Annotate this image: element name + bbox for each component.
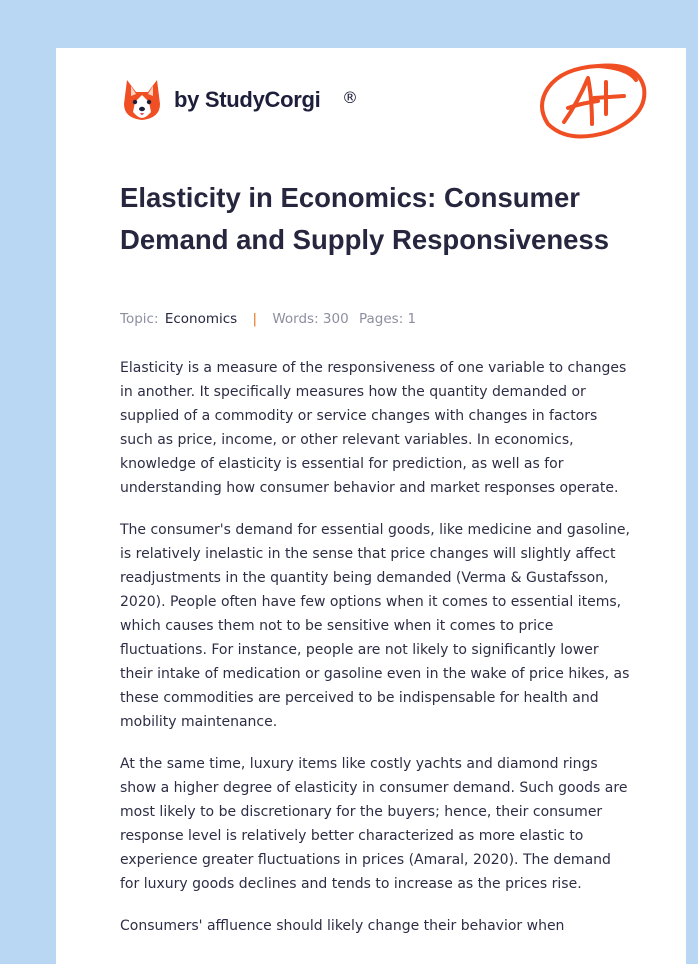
paragraph: Consumers' affluence should likely change their behavior when	[120, 918, 565, 934]
page-title: Elasticity in Economics: Consumer Demand and Supply Responsiveness	[120, 182, 610, 255]
paragraph: Elasticity is a measure of the responsiveness of one variable to changes in another. It specifically measures how the quantity demanded or supplied of a commodity or service changes with changes in factors such as price, income, or other relevant variables. In economics, knowledge of elasticity is essential for prediction, as well as for understanding how consumer behavior and market responses operate.	[120, 360, 627, 496]
document-meta	[120, 311, 416, 327]
corgi-icon	[122, 78, 162, 122]
word-count: Words: 300	[272, 311, 349, 327]
studycorgi-logo[interactable]	[122, 76, 382, 124]
registered-mark: ®	[342, 88, 358, 107]
document-page	[56, 48, 686, 964]
essay-body	[120, 356, 632, 956]
brand-name: by StudyCorgi	[174, 87, 321, 112]
page-count: Pages: 1	[359, 311, 417, 327]
topic-label: Topic:	[120, 311, 159, 327]
paragraph: At the same time, luxury items like costly yachts and diamond rings show a higher degree of elasticity in consumer demand. Such goods are most likely to be discretionary for the buyers; hence, their consumer response level is relatively better characterized as more elastic to experience greater fluctuations in prices (Amaral, 2020). The demand for luxury goods declines and tends to increase as the prices rise.	[120, 756, 628, 892]
grade-a-plus-icon	[538, 58, 650, 142]
meta-separator: |	[252, 311, 258, 327]
paragraph: The consumer's demand for essential goods, like medicine and gasoline, is relatively inelastic in the sense that price changes will slightly affect readjustments in the quantity being demanded (Verma & Gustafsson, 2020). People often have few options when it comes to essential items, which causes them not to be sensitive when it comes to price fluctuations. For instance, people are not likely to significantly lower their intake of medication or gasoline even in the wake of price hikes, as these commodities are perceived to be indispensable for health and mobility maintenance.	[120, 522, 630, 730]
topic-link[interactable]: Economics	[164, 311, 238, 327]
